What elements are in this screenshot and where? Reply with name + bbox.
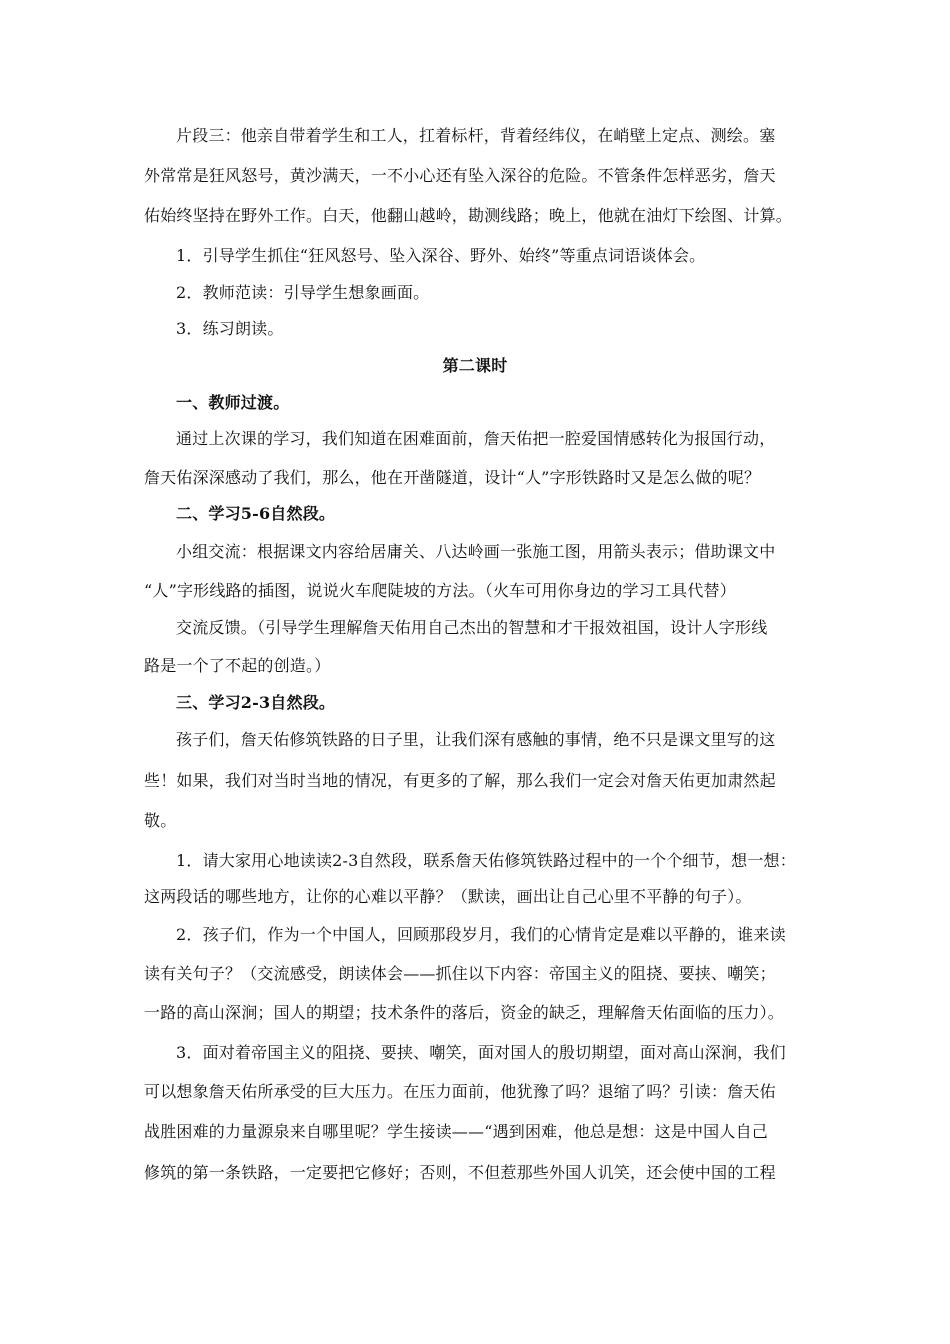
- paragraph-line: 外常常是狂风怒号，黄沙满天，一不小心还有坠入深谷的危险。不管条件怎样恶劣，詹天: [144, 166, 776, 185]
- paragraph-line: 一路的高山深涧；国人的期望；技术条件的落后，资金的缺乏，理解詹天佑面临的压力）。: [144, 1003, 785, 1022]
- paragraph-line: 可以想象詹天佑所承受的巨大压力。在压力面前，他犹豫了吗？退缩了吗？引读：詹天佑: [144, 1082, 776, 1101]
- paragraph-line: 这两段话的哪些地方，让你的心难以平静？（默读，画出让自己心里不平静的句子）。: [144, 887, 752, 906]
- paragraph-line: 修筑的第一条铁路，一定要把它修好；否则，不但惹那些外国人讥笑，还会使中国的工程: [144, 1163, 776, 1182]
- paragraph-line: 敬。: [144, 811, 177, 830]
- list-item: 1．引导学生抓住“狂风怒号、坠入深谷、野外、始终”等重点词语谈体会。: [176, 246, 706, 265]
- paragraph-line: 孩子们，詹天佑修筑铁路的日子里，让我们深有感触的事情，绝不只是课文里写的这: [176, 730, 776, 749]
- paragraph-line: 读有关句子？（交流感受，朗读体会——抓住以下内容：帝国主义的阻挠、要挟、嘲笑；: [144, 964, 776, 983]
- paragraph-line: “人”字形线路的插图，说说火车爬陡坡的方法。（火车可用你身边的学习工具代替）: [144, 581, 736, 600]
- list-item: 3．练习朗读。: [176, 319, 284, 338]
- list-item: 2．孩子们，作为一个中国人，回顾那段岁月，我们的心情肯定是难以平静的，谁来读: [176, 925, 786, 944]
- list-item: 2．教师范读：引导学生想象画面。: [176, 283, 430, 302]
- section-heading: 一、教师过渡。: [176, 393, 290, 412]
- paragraph-line: 交流反馈。（引导学生理解詹天佑用自己杰出的智慧和才干报效祖国，设计人字形线: [176, 618, 768, 637]
- section-heading: 三、学习2-3自然段。: [176, 693, 336, 712]
- list-item: 3．面对着帝国主义的阻挠、要挟、嘲笑，面对国人的殷切期望，面对高山深涧，我们: [176, 1043, 786, 1062]
- section-title: 第二课时: [442, 356, 508, 375]
- paragraph-line: 小组交流：根据课文内容给居庸关、八达岭画一张施工图，用箭头表示；借助课文中: [176, 542, 776, 561]
- paragraph-line: 詹天佑深深感动了我们，那么，他在开凿隧道，设计“人”字形铁路时又是怎么做的呢？: [144, 468, 761, 487]
- paragraph-line: 佑始终坚持在野外工作。白天，他翻山越岭，勘测线路；晚上，他就在油灯下绘图、计算。: [144, 206, 793, 225]
- paragraph-line: 通过上次课的学习，我们知道在困难面前，詹天佑把一腔爱国情感转化为报国行动，: [176, 429, 776, 448]
- paragraph-line: 些！如果，我们对当时当地的情况，有更多的了解，那么我们一定会对詹天佑更加肃然起: [144, 771, 776, 790]
- paragraph-line: 路是一个了不起的创造。）: [144, 656, 331, 675]
- paragraph-line: 片段三：他亲自带着学生和工人，扛着标杆，背着经纬仪，在峭壁上定点、测绘。塞: [176, 126, 776, 145]
- paragraph-line: 战胜困难的力量源泉来自哪里呢？学生接读——“遇到困难，他总是想：这是中国人自己: [144, 1122, 768, 1141]
- section-heading: 二、学习5-6自然段。: [176, 504, 336, 523]
- list-item: 1．请大家用心地读读2-3自然段，联系詹天佑修筑铁路过程中的一个个细节，想一想：: [176, 851, 796, 870]
